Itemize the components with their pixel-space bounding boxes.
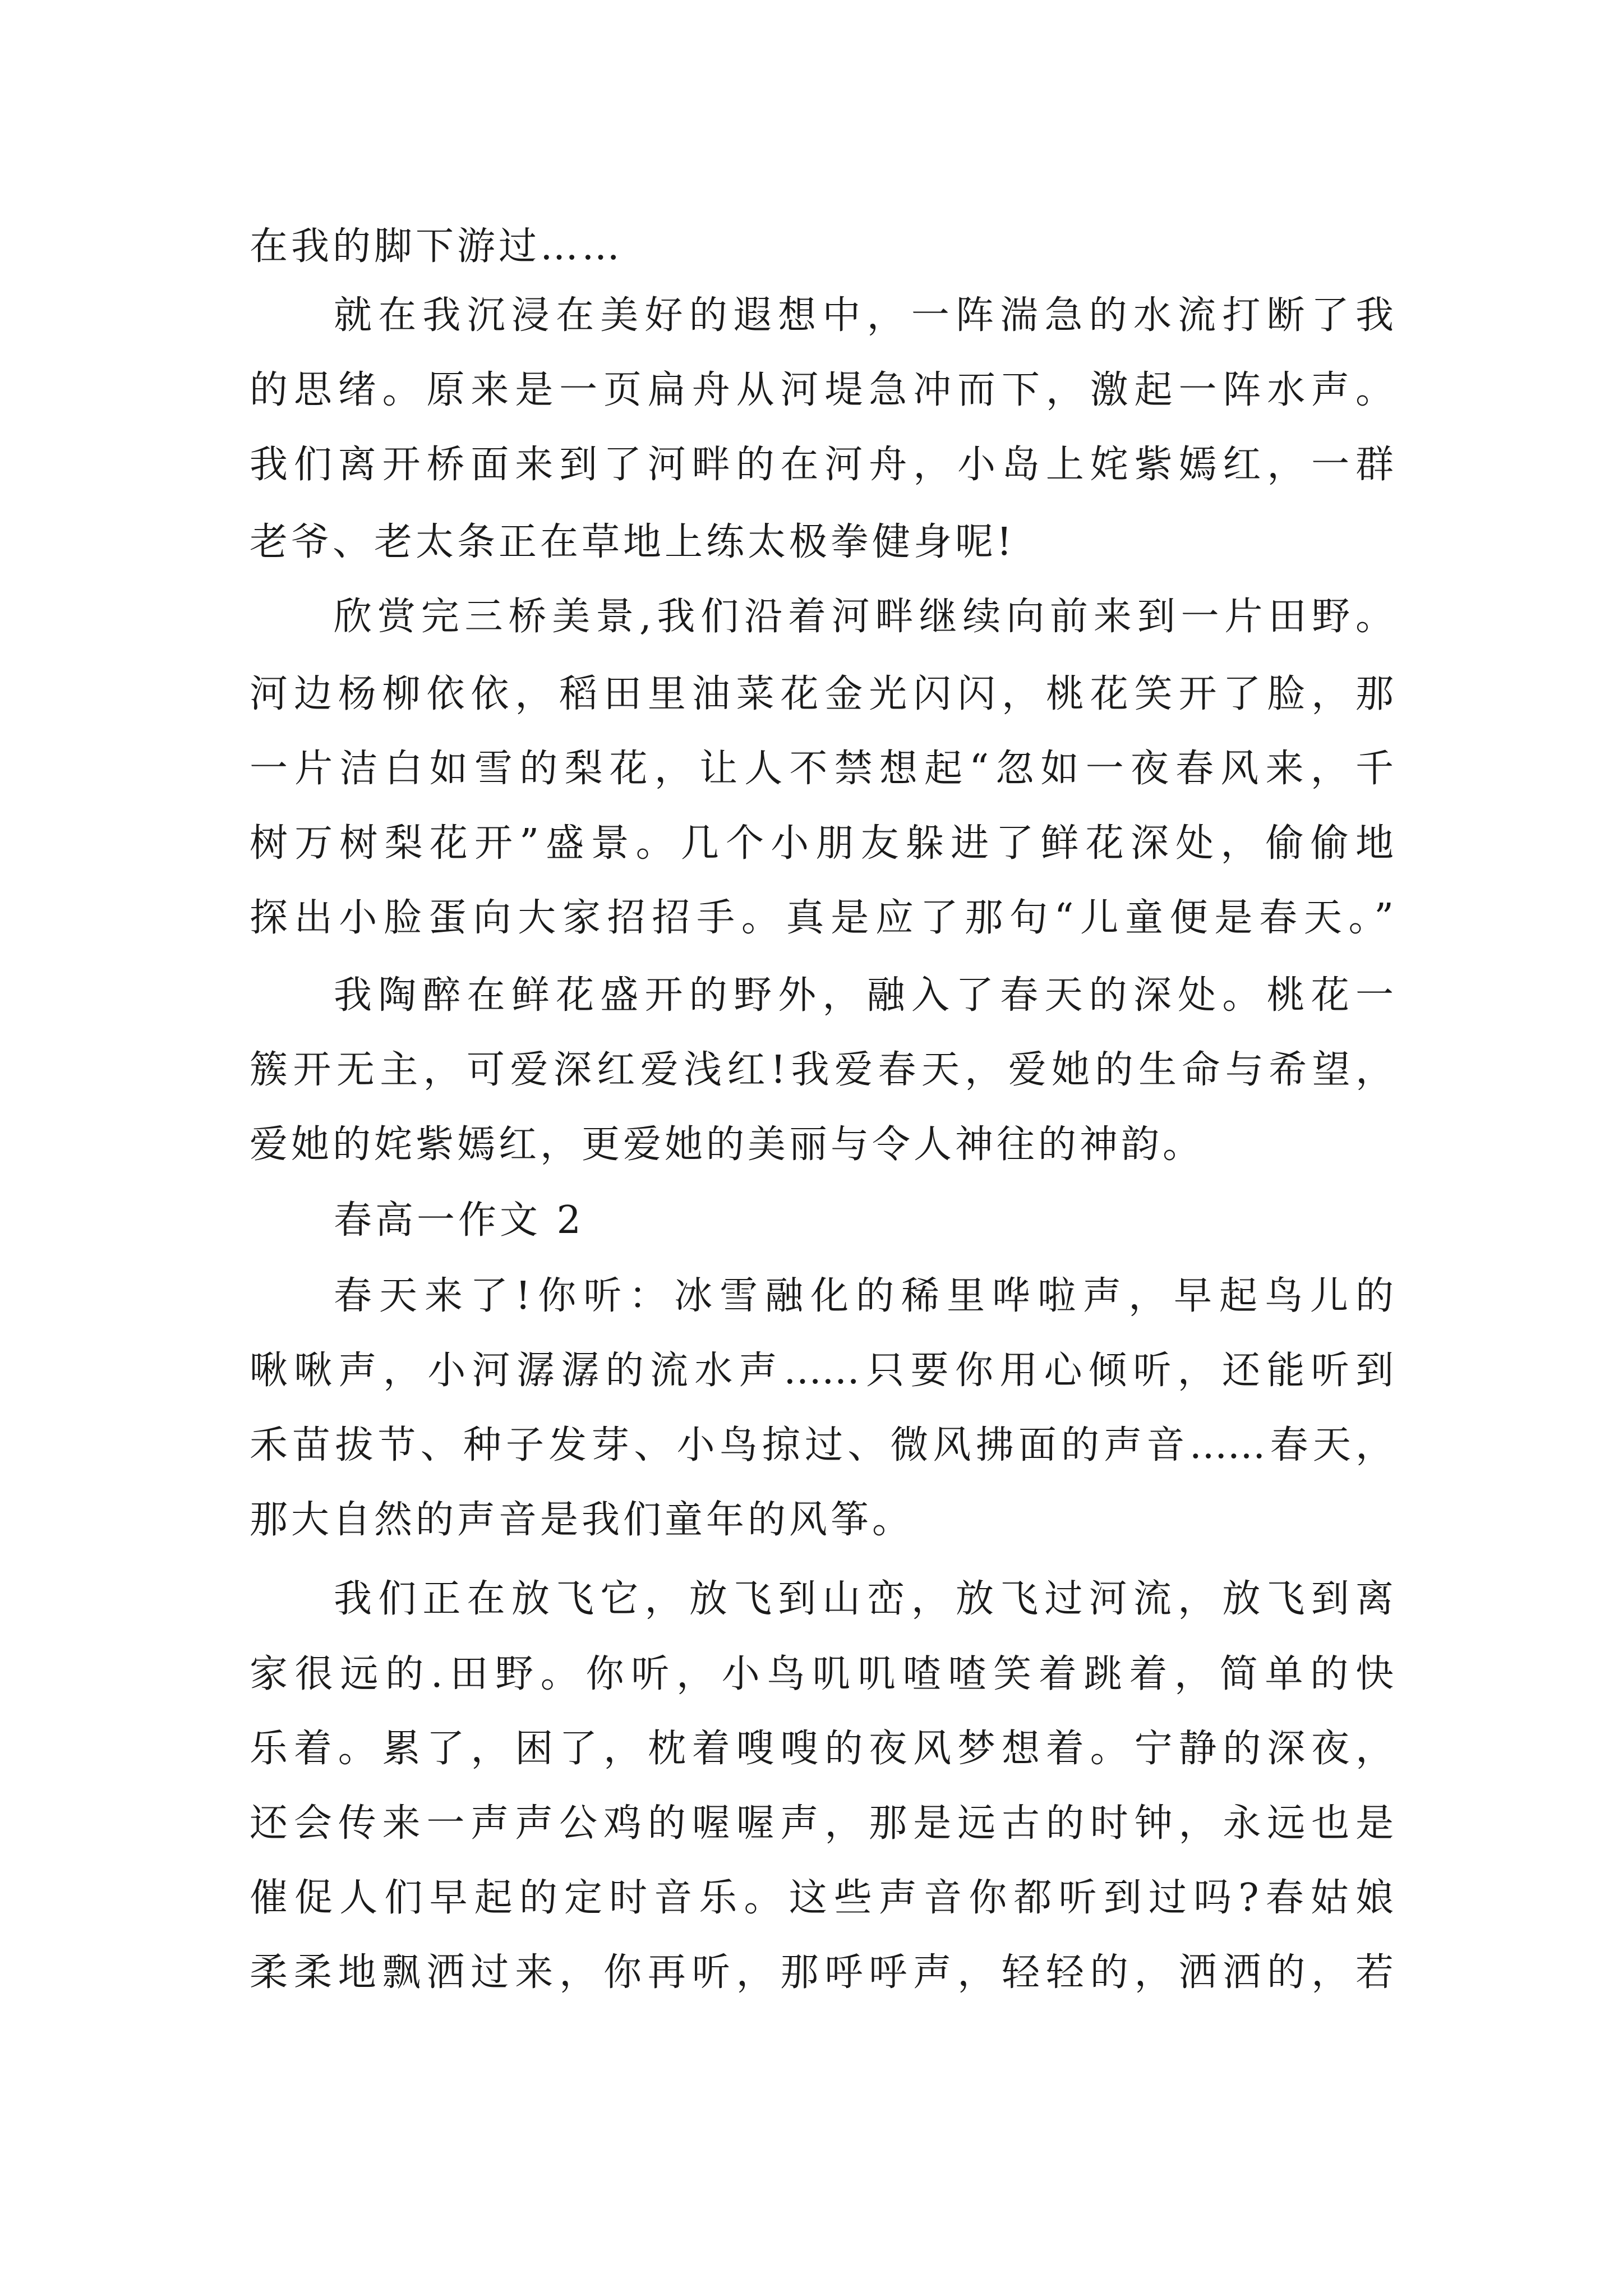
text-line: 在我的脚下游过…… bbox=[250, 224, 624, 269]
text-line: 我陶醉在鲜花盛开的野外，融入了春天的深处。桃花一 bbox=[334, 973, 1394, 1018]
text-line: 爱她的姹紫嫣红，更爱她的美丽与令人神往的神韵。 bbox=[250, 1122, 1205, 1167]
text-line: 就在我沉浸在美好的遐想中，一阵湍急的水流打断了我 bbox=[334, 293, 1394, 338]
text-line: 我们正在放飞它，放飞到山峦，放飞过河流，放飞到离 bbox=[334, 1577, 1394, 1621]
section-heading: 春高一作文 2 bbox=[334, 1198, 584, 1243]
text-line: 我们离开桥面来到了河畔的在河舟，小岛上姹紫嫣红，一群 bbox=[250, 443, 1394, 487]
text-line: 一片洁白如雪的梨花，让人不禁想起“忽如一夜春风来，千 bbox=[250, 747, 1394, 791]
text-line: 催促人们早起的定时音乐。这些声音你都听到过吗?春姑娘 bbox=[250, 1876, 1394, 1920]
text-line: 啾啾声，小河潺潺的流水声……只要你用心倾听，还能听到 bbox=[250, 1349, 1394, 1393]
text-line: 家很远的.田野。你听，小鸟叽叽喳喳笑着跳着，简单的快 bbox=[250, 1652, 1394, 1696]
text-line: 树万树梨花开”盛景。几个小朋友躲进了鲜花深处，偷偷地 bbox=[250, 821, 1394, 866]
text-line: 的思绪。原来是一页扁舟从河堤急冲而下，激起一阵水声。 bbox=[250, 368, 1394, 412]
text-line: 探出小脸蛋向大家招招手。真是应了那句“儿童便是春天。” bbox=[250, 896, 1394, 940]
text-line: 春天来了!你听：冰雪融化的稀里哗啦声，早起鸟儿的 bbox=[334, 1274, 1394, 1318]
text-line: 欣赏完三桥美景,我们沿着河畔继续向前来到一片田野。 bbox=[334, 595, 1394, 639]
text-line: 河边杨柳依依，稻田里油菜花金光闪闪，桃花笑开了脸，那 bbox=[250, 672, 1394, 716]
text-line: 老爷、老太条正在草地上练太极拳健身呢! bbox=[250, 520, 1016, 564]
text-line: 那大自然的声音是我们童年的风筝。 bbox=[250, 1498, 914, 1542]
text-line: 乐着。累了，困了，枕着嗖嗖的夜风梦想着。宁静的深夜， bbox=[250, 1727, 1394, 1771]
text-line: 柔柔地飘洒过来，你再听，那呼呼声，轻轻的，洒洒的，若 bbox=[250, 1950, 1394, 1995]
text-line: 簇开无主，可爱深红爱浅红!我爱春天，爱她的生命与希望， bbox=[250, 1048, 1394, 1092]
text-line: 还会传来一声声公鸡的喔喔声，那是远古的时钟，永远也是 bbox=[250, 1801, 1394, 1846]
text-line: 禾苗拔节、种子发芽、小鸟掠过、微风拂面的声音……春天， bbox=[250, 1423, 1394, 1467]
